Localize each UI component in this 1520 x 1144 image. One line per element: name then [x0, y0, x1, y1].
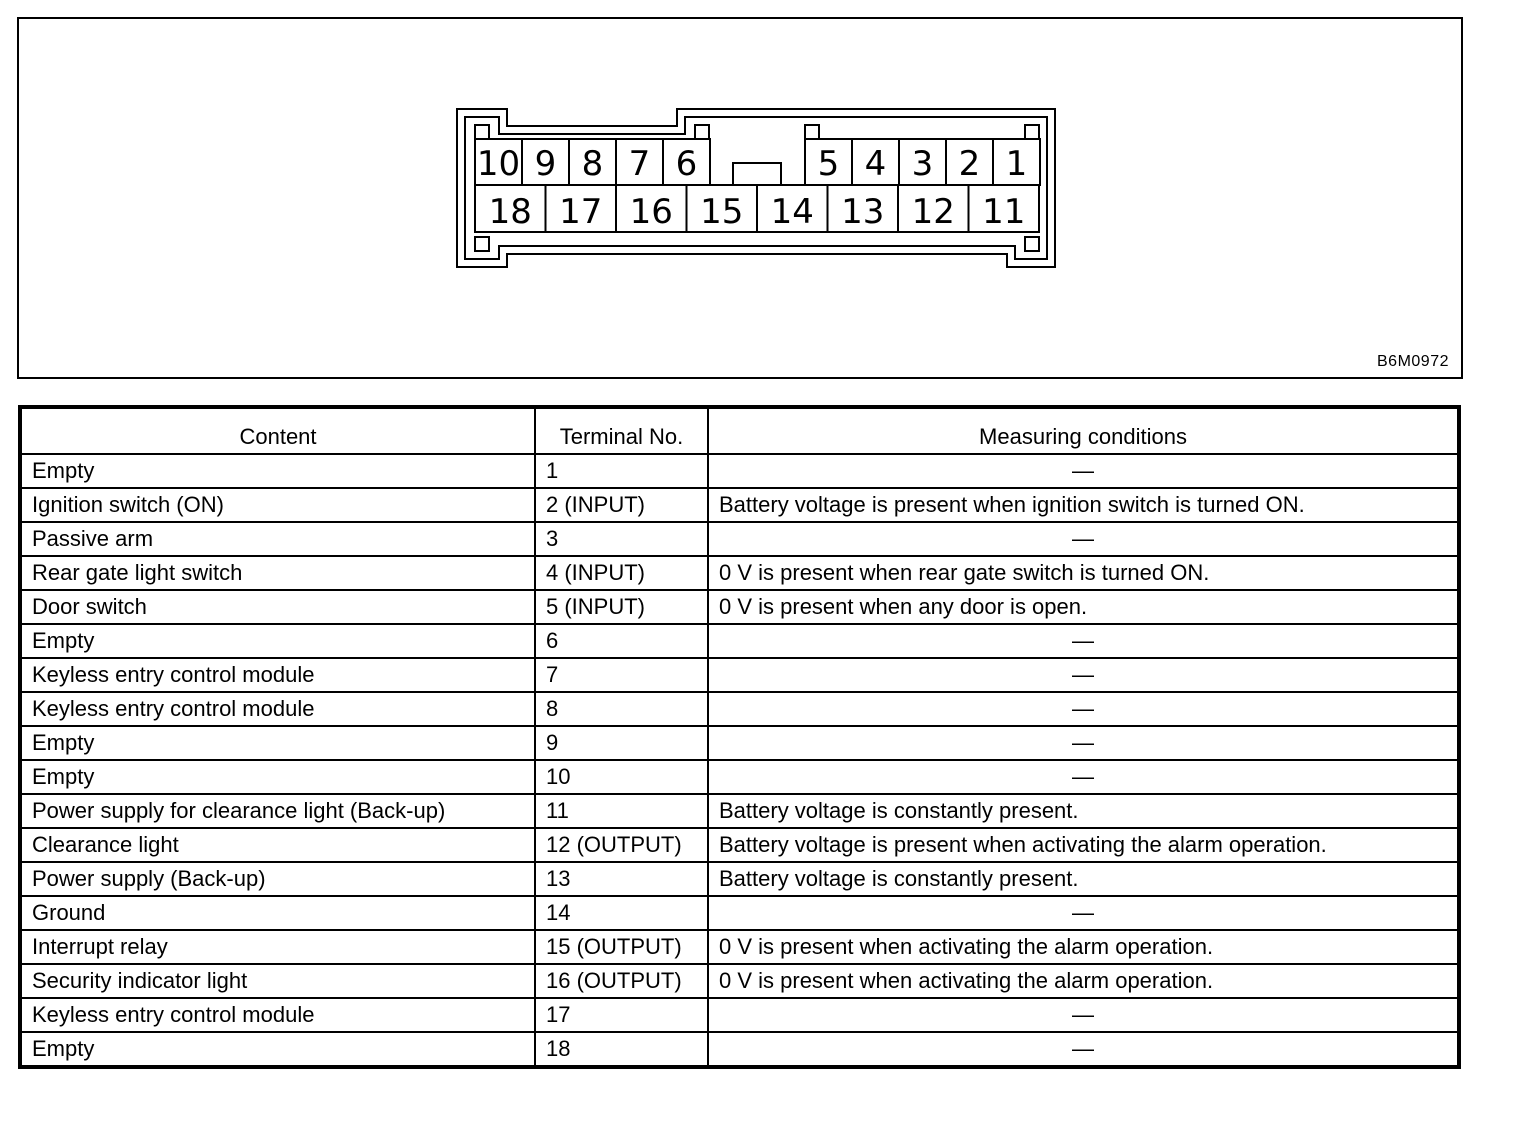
pin-label-14: 14	[770, 192, 814, 232]
cell-measuring: 0 V is present when activating the alarm operation.	[708, 930, 1459, 964]
cell-measuring: —	[708, 658, 1459, 692]
latch-bottom-right	[1025, 237, 1039, 251]
cell-terminal: 14	[535, 896, 708, 930]
cell-measuring: —	[708, 998, 1459, 1032]
pin-label-13: 13	[841, 192, 885, 232]
latch-top-center-right	[805, 125, 819, 139]
pin-label-11: 11	[982, 192, 1026, 232]
cell-content: Power supply (Back-up)	[20, 862, 535, 896]
table-row	[20, 590, 1459, 624]
cell-terminal: 12 (OUTPUT)	[535, 828, 708, 862]
cell-measuring: Battery voltage is constantly present.	[708, 862, 1459, 896]
cell-content: Ground	[20, 896, 535, 930]
cell-content: Ignition switch (ON)	[20, 488, 535, 522]
pin-label-5: 5	[817, 144, 840, 184]
cell-measuring: Battery voltage is constantly present.	[708, 794, 1459, 828]
cell-content: Empty	[20, 726, 535, 760]
cell-content: Empty	[20, 760, 535, 794]
table-row	[20, 862, 1459, 896]
cell-terminal: 5 (INPUT)	[535, 590, 708, 624]
cell-content: Empty	[20, 1032, 535, 1067]
table-row	[20, 522, 1459, 556]
table-header-row	[20, 407, 1459, 454]
cell-measuring: —	[708, 896, 1459, 930]
header-content: Content	[20, 407, 535, 454]
cell-content: Door switch	[20, 590, 535, 624]
table-row	[20, 964, 1459, 998]
cell-terminal: 10	[535, 760, 708, 794]
cell-measuring: —	[708, 760, 1459, 794]
table-row	[20, 998, 1459, 1032]
pin-label-1: 1	[1005, 144, 1028, 184]
cell-terminal: 18	[535, 1032, 708, 1067]
figure-code: B6M0972	[1377, 353, 1449, 370]
table-row	[20, 896, 1459, 930]
pin-label-9: 9	[534, 144, 557, 184]
table-row	[20, 454, 1459, 488]
cell-terminal: 13	[535, 862, 708, 896]
pin-label-4: 4	[864, 144, 887, 184]
header-measuring: Measuring conditions	[708, 407, 1459, 454]
cell-measuring: 0 V is present when any door is open.	[708, 590, 1459, 624]
cell-measuring: Battery voltage is present when activating the alarm operation.	[708, 828, 1459, 862]
cell-measuring: Battery voltage is present when ignition switch is turned ON.	[708, 488, 1459, 522]
cell-content: Passive arm	[20, 522, 535, 556]
cell-measuring: —	[708, 692, 1459, 726]
table-row	[20, 794, 1459, 828]
cell-content: Rear gate light switch	[20, 556, 535, 590]
cell-measuring: —	[708, 726, 1459, 760]
pin-label-17: 17	[559, 192, 603, 232]
table-row	[20, 488, 1459, 522]
cell-terminal: 1	[535, 454, 708, 488]
pin-label-16: 16	[629, 192, 673, 232]
pin-label-7: 7	[628, 144, 651, 184]
cell-measuring: 0 V is present when rear gate switch is turned ON.	[708, 556, 1459, 590]
connector-drawing	[19, 19, 1465, 381]
table-row	[20, 1032, 1459, 1067]
cell-terminal: 8	[535, 692, 708, 726]
pin-label-2: 2	[958, 144, 981, 184]
cell-content: Empty	[20, 624, 535, 658]
pin-label-10: 10	[476, 144, 521, 184]
cell-measuring: 0 V is present when activating the alarm operation.	[708, 964, 1459, 998]
cell-measuring: —	[708, 454, 1459, 488]
cell-terminal: 3	[535, 522, 708, 556]
table-row	[20, 726, 1459, 760]
cell-measuring: —	[708, 1032, 1459, 1067]
pin-label-6: 6	[675, 144, 698, 184]
cell-content: Keyless entry control module	[20, 658, 535, 692]
cell-terminal: 9	[535, 726, 708, 760]
cell-terminal: 7	[535, 658, 708, 692]
connector-diagram	[17, 17, 1463, 379]
table-row	[20, 930, 1459, 964]
latch-bottom-left	[475, 237, 489, 251]
table-row	[20, 828, 1459, 862]
header-terminal: Terminal No.	[535, 407, 708, 454]
center-key	[733, 163, 781, 185]
table-row	[20, 556, 1459, 590]
cell-content: Power supply for clearance light (Back-up)	[20, 794, 535, 828]
cell-terminal: 16 (OUTPUT)	[535, 964, 708, 998]
cell-content: Empty	[20, 454, 535, 488]
pin-label-15: 15	[700, 192, 744, 232]
pin-label-3: 3	[911, 144, 934, 184]
latch-top-left	[475, 125, 489, 139]
cell-terminal: 15 (OUTPUT)	[535, 930, 708, 964]
cell-terminal: 11	[535, 794, 708, 828]
cell-content: Security indicator light	[20, 964, 535, 998]
table-row	[20, 692, 1459, 726]
latch-top-right	[1025, 125, 1039, 139]
cell-terminal: 4 (INPUT)	[535, 556, 708, 590]
cell-terminal: 6	[535, 624, 708, 658]
pin-label-18: 18	[488, 192, 532, 232]
latch-top-center-left	[695, 125, 709, 139]
table-row	[20, 624, 1459, 658]
pin-label-8: 8	[581, 144, 604, 184]
pin-label-12: 12	[911, 192, 955, 232]
cell-terminal: 17	[535, 998, 708, 1032]
table-row	[20, 658, 1459, 692]
cell-content: Interrupt relay	[20, 930, 535, 964]
cell-measuring: —	[708, 624, 1459, 658]
cell-content: Keyless entry control module	[20, 998, 535, 1032]
cell-content: Clearance light	[20, 828, 535, 862]
cell-terminal: 2 (INPUT)	[535, 488, 708, 522]
cell-content: Keyless entry control module	[20, 692, 535, 726]
table-row	[20, 760, 1459, 794]
cell-measuring: —	[708, 522, 1459, 556]
terminal-table	[18, 405, 1461, 1069]
